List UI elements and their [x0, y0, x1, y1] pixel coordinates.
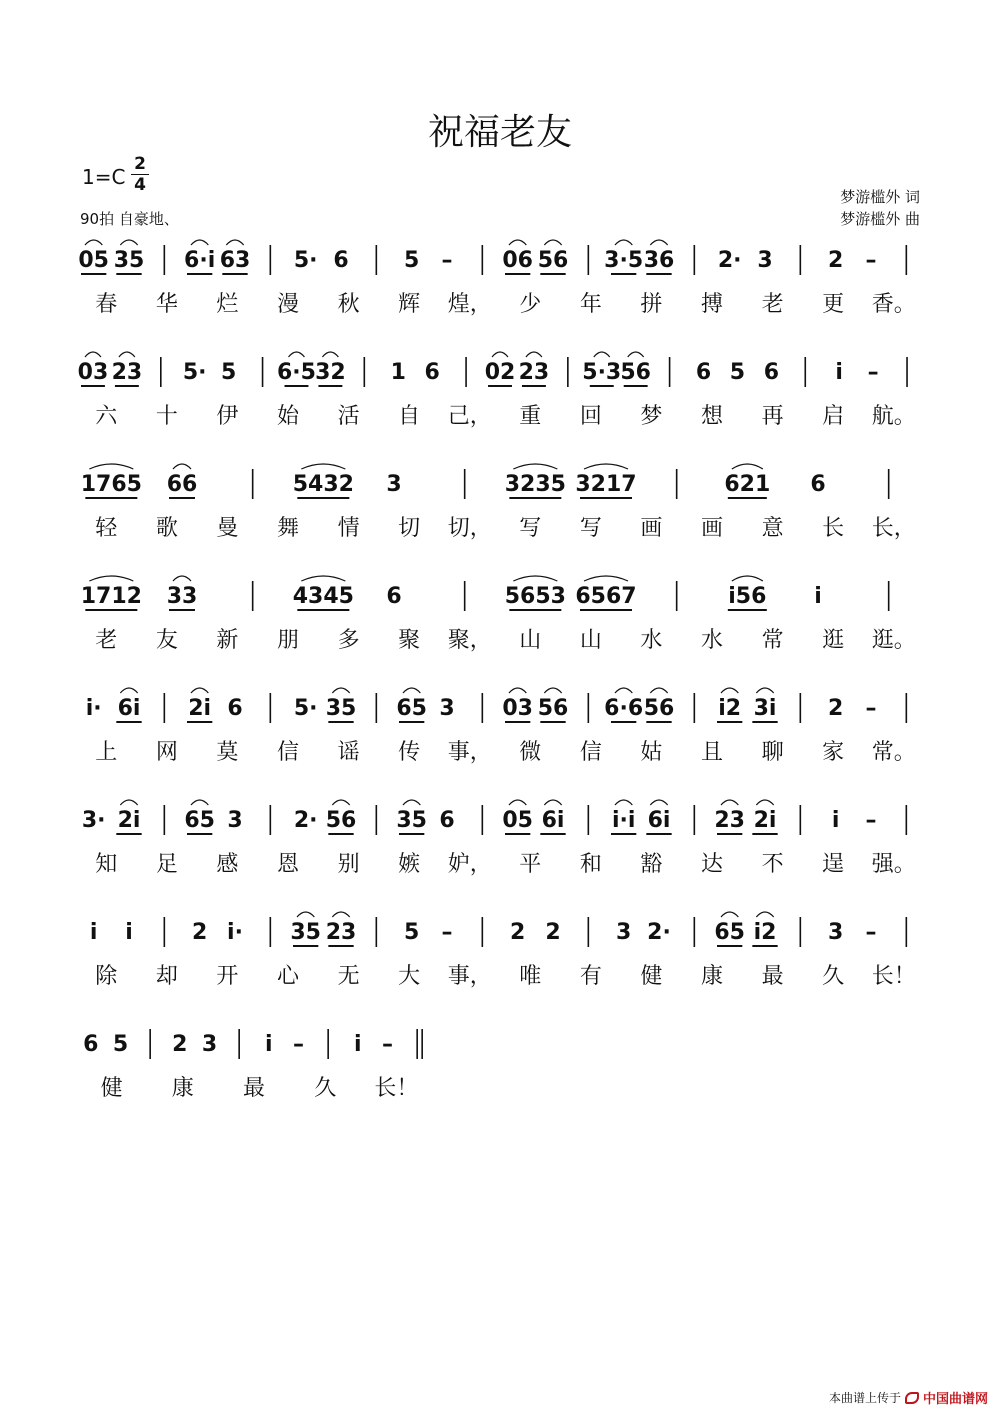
slur: [226, 240, 243, 245]
note-group: 2i: [117, 808, 141, 833]
lyric-char: 且: [700, 740, 724, 765]
slur: [191, 800, 208, 805]
lyric-char: 歌: [155, 516, 178, 541]
lyric-char: 传: [398, 740, 421, 765]
slur: [756, 912, 773, 917]
lyric-char: 切: [398, 516, 421, 541]
lyric-char: 煌，: [447, 292, 492, 317]
lyric-char: 重: [519, 404, 542, 429]
slur: [615, 688, 632, 693]
note-group: 3: [227, 808, 243, 833]
slur: [584, 464, 628, 469]
note-group: i·: [85, 696, 102, 721]
note-group: 33: [166, 584, 198, 609]
note-group: 6i: [117, 696, 141, 721]
note-group: 6·6: [604, 696, 644, 721]
lyric-char: 十: [155, 404, 178, 429]
note-group: 3: [386, 472, 402, 497]
slur: [89, 576, 133, 581]
note-group: 3: [757, 248, 773, 273]
slur: [615, 240, 632, 245]
note-group: 5: [404, 248, 420, 273]
note-group: 5: [404, 920, 420, 945]
note-group: 3217: [575, 472, 637, 497]
slur: [173, 464, 191, 469]
note-group: 05: [78, 248, 109, 273]
slur: [289, 352, 305, 357]
lyric-char: 嫉: [398, 852, 421, 877]
note-group: 2: [192, 920, 208, 945]
lyric-char: 开: [216, 964, 239, 989]
note-group: 1: [390, 360, 406, 385]
lyric-char: 谣: [337, 740, 360, 765]
slur: [650, 800, 667, 805]
slur: [756, 688, 773, 693]
note-group: 5·: [293, 696, 318, 721]
note-group: 6: [695, 360, 712, 385]
slur: [332, 912, 349, 917]
note-group: 56: [643, 696, 675, 721]
note-group: 6: [439, 808, 455, 833]
slur: [173, 576, 191, 581]
slur: [526, 352, 542, 357]
note-group: –: [382, 1032, 393, 1057]
slur: [332, 688, 349, 693]
lyric-char: 无: [337, 964, 360, 989]
note-group: 5·: [293, 248, 318, 273]
note-group: 6: [333, 248, 349, 273]
lyric-char: 恩: [276, 852, 300, 877]
note-group: 2·: [293, 808, 318, 833]
slur: [509, 240, 526, 245]
lyricist: 梦游槛外 词: [840, 188, 920, 206]
slur: [120, 688, 137, 693]
note-group: 06: [502, 248, 533, 273]
note-group: 2: [828, 248, 844, 273]
lyric-char: 意: [761, 516, 784, 541]
slur: [721, 912, 738, 917]
note-group: 56: [537, 696, 569, 721]
lyric-char: 想: [700, 404, 724, 429]
lyric-char: 曼: [216, 516, 239, 541]
slur: [120, 240, 137, 245]
lyric-char: 画: [640, 516, 663, 541]
note-group: 65: [396, 696, 427, 721]
slur: [89, 464, 133, 469]
lyric-char: 常。: [871, 740, 916, 765]
composer: 梦游槛外 曲: [840, 210, 920, 228]
lyric-char: 唯: [519, 964, 542, 989]
note-group: 63: [219, 248, 251, 273]
lyric-char: 切，: [447, 516, 492, 541]
note-group: i: [814, 584, 822, 609]
lyric-char: 健: [100, 1076, 123, 1101]
note-group: 36: [643, 248, 675, 273]
note-group: –: [441, 248, 453, 273]
note-group: 5653: [504, 584, 566, 609]
lyric-char: 回: [579, 404, 602, 429]
note-group: 3i: [753, 696, 777, 721]
lyric-char: 航。: [871, 404, 916, 429]
lyric-char: 久: [822, 964, 845, 989]
lyric-char: 长！: [374, 1076, 419, 1101]
lyric-char: 除: [95, 964, 118, 989]
lyric-char: 更: [822, 292, 845, 317]
lyric-char: 始: [276, 404, 300, 429]
lyric-char: 情: [337, 516, 360, 541]
note-group: –: [867, 360, 879, 385]
lyric-char: 平: [519, 852, 542, 877]
slur: [85, 240, 102, 245]
note-group: 6i: [647, 808, 671, 833]
note-group: 2: [828, 696, 844, 721]
note-group: 56: [620, 360, 651, 385]
slur: [322, 352, 338, 357]
lyric-char: 烂: [216, 292, 239, 317]
note-group: 6·5: [276, 360, 316, 385]
lyric-char: 逞: [822, 852, 845, 877]
lyric-char: 网: [155, 740, 178, 765]
note-group: 5·: [182, 360, 207, 385]
slur: [584, 576, 628, 581]
note-group: 3: [201, 1032, 218, 1057]
lyric-char: 信: [579, 740, 602, 765]
lyric-char: 梦: [640, 404, 663, 429]
note-group: 6: [763, 360, 780, 385]
lyric-char: 最: [242, 1076, 266, 1101]
lyric-char: 常: [761, 628, 784, 653]
note-group: i: [265, 1032, 273, 1057]
note-group: i2: [718, 696, 742, 721]
note-group: 35: [113, 248, 145, 273]
lyric-char: 事，: [447, 740, 492, 765]
note-group: 3: [828, 920, 844, 945]
lyric-char: 春: [95, 292, 118, 317]
lyric-char: 水: [640, 628, 663, 653]
slur: [650, 240, 667, 245]
note-group: 6567: [575, 584, 637, 609]
lyric-char: 老: [761, 292, 784, 317]
lyric-char: 少: [519, 292, 542, 317]
note-group: 5: [112, 1032, 129, 1057]
note-group: 2·: [717, 248, 742, 273]
lyric-char: 自: [398, 404, 421, 429]
note-group: 2·: [647, 920, 671, 945]
note-group: 65: [184, 808, 215, 833]
lyric-char: 活: [337, 404, 360, 429]
lyric-char: 豁: [640, 852, 663, 877]
slur: [301, 576, 345, 581]
tempo-marking: 90拍 自豪地、: [80, 210, 179, 228]
note-group: 6·i: [184, 248, 216, 273]
lyric-char: 华: [155, 292, 178, 317]
lyric-char: 山: [519, 628, 542, 653]
slur: [191, 688, 208, 693]
lyric-char: 己，: [447, 404, 492, 429]
lyric-char: 搏: [700, 292, 724, 317]
note-group: 03: [77, 360, 109, 385]
slur: [544, 240, 561, 245]
note-group: 05: [502, 808, 533, 833]
lyric-char: 写: [519, 516, 542, 541]
slur: [544, 800, 561, 805]
lyric-char: 友: [155, 628, 178, 653]
note-group: i: [831, 808, 840, 833]
lyric-char: 聊: [761, 740, 784, 765]
footer-text: 本曲谱上传于: [828, 1391, 901, 1405]
note-group: 3: [616, 920, 632, 945]
note-group: i: [89, 920, 98, 945]
lyric-char: 逛。: [871, 628, 916, 653]
lyric-char: 伊: [216, 404, 239, 429]
note-group: 35: [290, 920, 321, 945]
note-group: 32: [315, 360, 346, 385]
note-group: 23: [714, 808, 745, 833]
lyric-char: 山: [579, 628, 602, 653]
lyric-char: 画: [700, 516, 724, 541]
lyric-char: 老: [95, 628, 118, 653]
lyric-char: 足: [155, 852, 178, 877]
lyric-char: 启: [822, 404, 845, 429]
lyric-char: 微: [519, 740, 542, 765]
note-group: 6i: [541, 808, 565, 833]
note-group: 35: [325, 696, 357, 721]
lyric-char: 上: [95, 740, 118, 765]
lyric-char: 大: [398, 964, 421, 989]
slur: [509, 800, 526, 805]
lyric-char: 康: [700, 964, 724, 989]
footer: [829, 1388, 988, 1407]
slur: [403, 688, 420, 693]
lyric-char: 秋: [337, 292, 360, 317]
slur: [721, 688, 738, 693]
note-group: i: [354, 1032, 362, 1057]
lyric-char: 聚，: [447, 628, 492, 653]
note-group: 3235: [504, 472, 566, 497]
slur: [721, 800, 738, 805]
lyric-char: 再: [761, 404, 784, 429]
lyric-char: 香。: [871, 292, 916, 317]
slur: [756, 800, 773, 805]
slur: [119, 352, 135, 357]
lyric-char: 健: [640, 964, 663, 989]
note-group: 6: [83, 1032, 99, 1057]
note-group: 6: [810, 472, 826, 497]
slur: [732, 464, 763, 469]
lyric-char: 长！: [871, 964, 916, 989]
slur: [650, 688, 667, 693]
note-group: 56: [325, 808, 357, 833]
lyric-char: 逛: [822, 628, 845, 653]
slur: [628, 352, 644, 357]
site-name: 中国曲谱网: [922, 1392, 988, 1407]
lyric-char: 久: [314, 1076, 337, 1101]
lyric-char: 妒，: [447, 852, 492, 877]
lyric-char: 事，: [447, 964, 492, 989]
note-group: 2i: [188, 696, 212, 721]
slur: [594, 352, 610, 357]
note-group: 3: [439, 696, 455, 721]
note-group: 65: [714, 920, 745, 945]
note-group: 23: [111, 360, 143, 385]
slur: [513, 464, 557, 469]
note-group: i: [835, 360, 843, 385]
note-group: 621: [724, 472, 771, 497]
note-group: –: [293, 1032, 304, 1057]
note-group: 03: [502, 696, 533, 721]
site-logo-icon: [905, 1392, 919, 1404]
lyric-char: 舞: [276, 516, 300, 541]
lyric-char: 六: [95, 404, 118, 429]
note-group: 23: [518, 360, 550, 385]
lyric-char: 感: [216, 852, 239, 877]
slur: [191, 240, 208, 245]
note-group: 6: [424, 360, 440, 385]
lyric-char: 轻: [95, 516, 118, 541]
lyric-char: 别: [337, 852, 360, 877]
lyric-char: 家: [822, 740, 845, 765]
note-group: 2: [510, 920, 526, 945]
note-group: 5·3: [582, 360, 622, 385]
note-group: –: [865, 696, 877, 721]
note-group: i·i: [611, 808, 636, 833]
slur: [513, 576, 557, 581]
lyric-char: 多: [337, 628, 360, 653]
note-group: 56: [537, 248, 569, 273]
note-group: 5432: [292, 472, 354, 497]
lyric-char: 年: [579, 292, 602, 317]
lyric-char: 朋: [276, 628, 300, 653]
note-group: 4345: [292, 584, 354, 609]
note-group: 5: [220, 360, 237, 385]
lyric-char: 有: [579, 964, 602, 989]
lyric-char: 水: [700, 628, 724, 653]
lyric-char: 莫: [216, 740, 239, 765]
time-signature-numerator: 2: [134, 154, 146, 174]
note-group: 1765: [80, 472, 142, 497]
slur: [403, 800, 420, 805]
note-group: 2i: [753, 808, 777, 833]
lyric-char: 达: [700, 852, 724, 877]
slur: [732, 576, 763, 581]
note-group: 1712: [80, 584, 142, 609]
key-signature: 1=C: [82, 165, 126, 189]
lyric-char: 不: [761, 852, 784, 877]
note-group: –: [865, 920, 877, 945]
slur: [332, 800, 349, 805]
lyric-char: 却: [155, 964, 178, 989]
slur: [544, 688, 561, 693]
note-group: 66: [166, 472, 198, 497]
lyric-char: 长，: [871, 516, 916, 541]
lyric-char: 漫: [276, 292, 300, 317]
lyric-char: 和: [579, 852, 602, 877]
note-group: 6: [386, 584, 402, 609]
song-title: 祝福老友: [427, 112, 572, 153]
note-group: –: [441, 920, 453, 945]
lyric-char: 聚: [398, 628, 421, 653]
note-group: 6: [227, 696, 243, 721]
note-group: i56: [728, 584, 767, 609]
note-group: 23: [325, 920, 357, 945]
note-group: 3·5: [604, 248, 644, 273]
note-group: 2: [172, 1032, 188, 1057]
slur: [297, 912, 314, 917]
note-group: i2: [753, 920, 777, 945]
lyric-char: 强。: [871, 852, 916, 877]
note-group: –: [865, 248, 877, 273]
lyric-char: 写: [579, 516, 602, 541]
note-group: –: [865, 808, 877, 833]
slur: [615, 800, 632, 805]
note-group: 5: [729, 360, 746, 385]
slur: [509, 688, 526, 693]
slur: [301, 464, 345, 469]
slur: [85, 352, 101, 357]
lyric-char: 信: [276, 740, 300, 765]
lyric-char: 心: [276, 964, 300, 989]
time-signature-denominator: 4: [134, 175, 146, 195]
lyric-char: 姑: [640, 740, 663, 765]
lyric-char: 辉: [398, 292, 421, 317]
slur: [492, 352, 508, 357]
note-group: 02: [484, 360, 516, 385]
note-group: 35: [396, 808, 427, 833]
slur: [120, 800, 137, 805]
lyric-char: 长: [822, 516, 845, 541]
note-group: 3·: [81, 808, 106, 833]
lyric-char: 拼: [640, 292, 663, 317]
lyric-char: 知: [95, 852, 118, 877]
note-group: i·: [227, 920, 243, 945]
lyric-char: 最: [761, 964, 784, 989]
lyric-char: 新: [216, 628, 239, 653]
note-group: i: [125, 920, 133, 945]
note-group: 2: [545, 920, 561, 945]
lyric-char: 康: [171, 1076, 194, 1101]
